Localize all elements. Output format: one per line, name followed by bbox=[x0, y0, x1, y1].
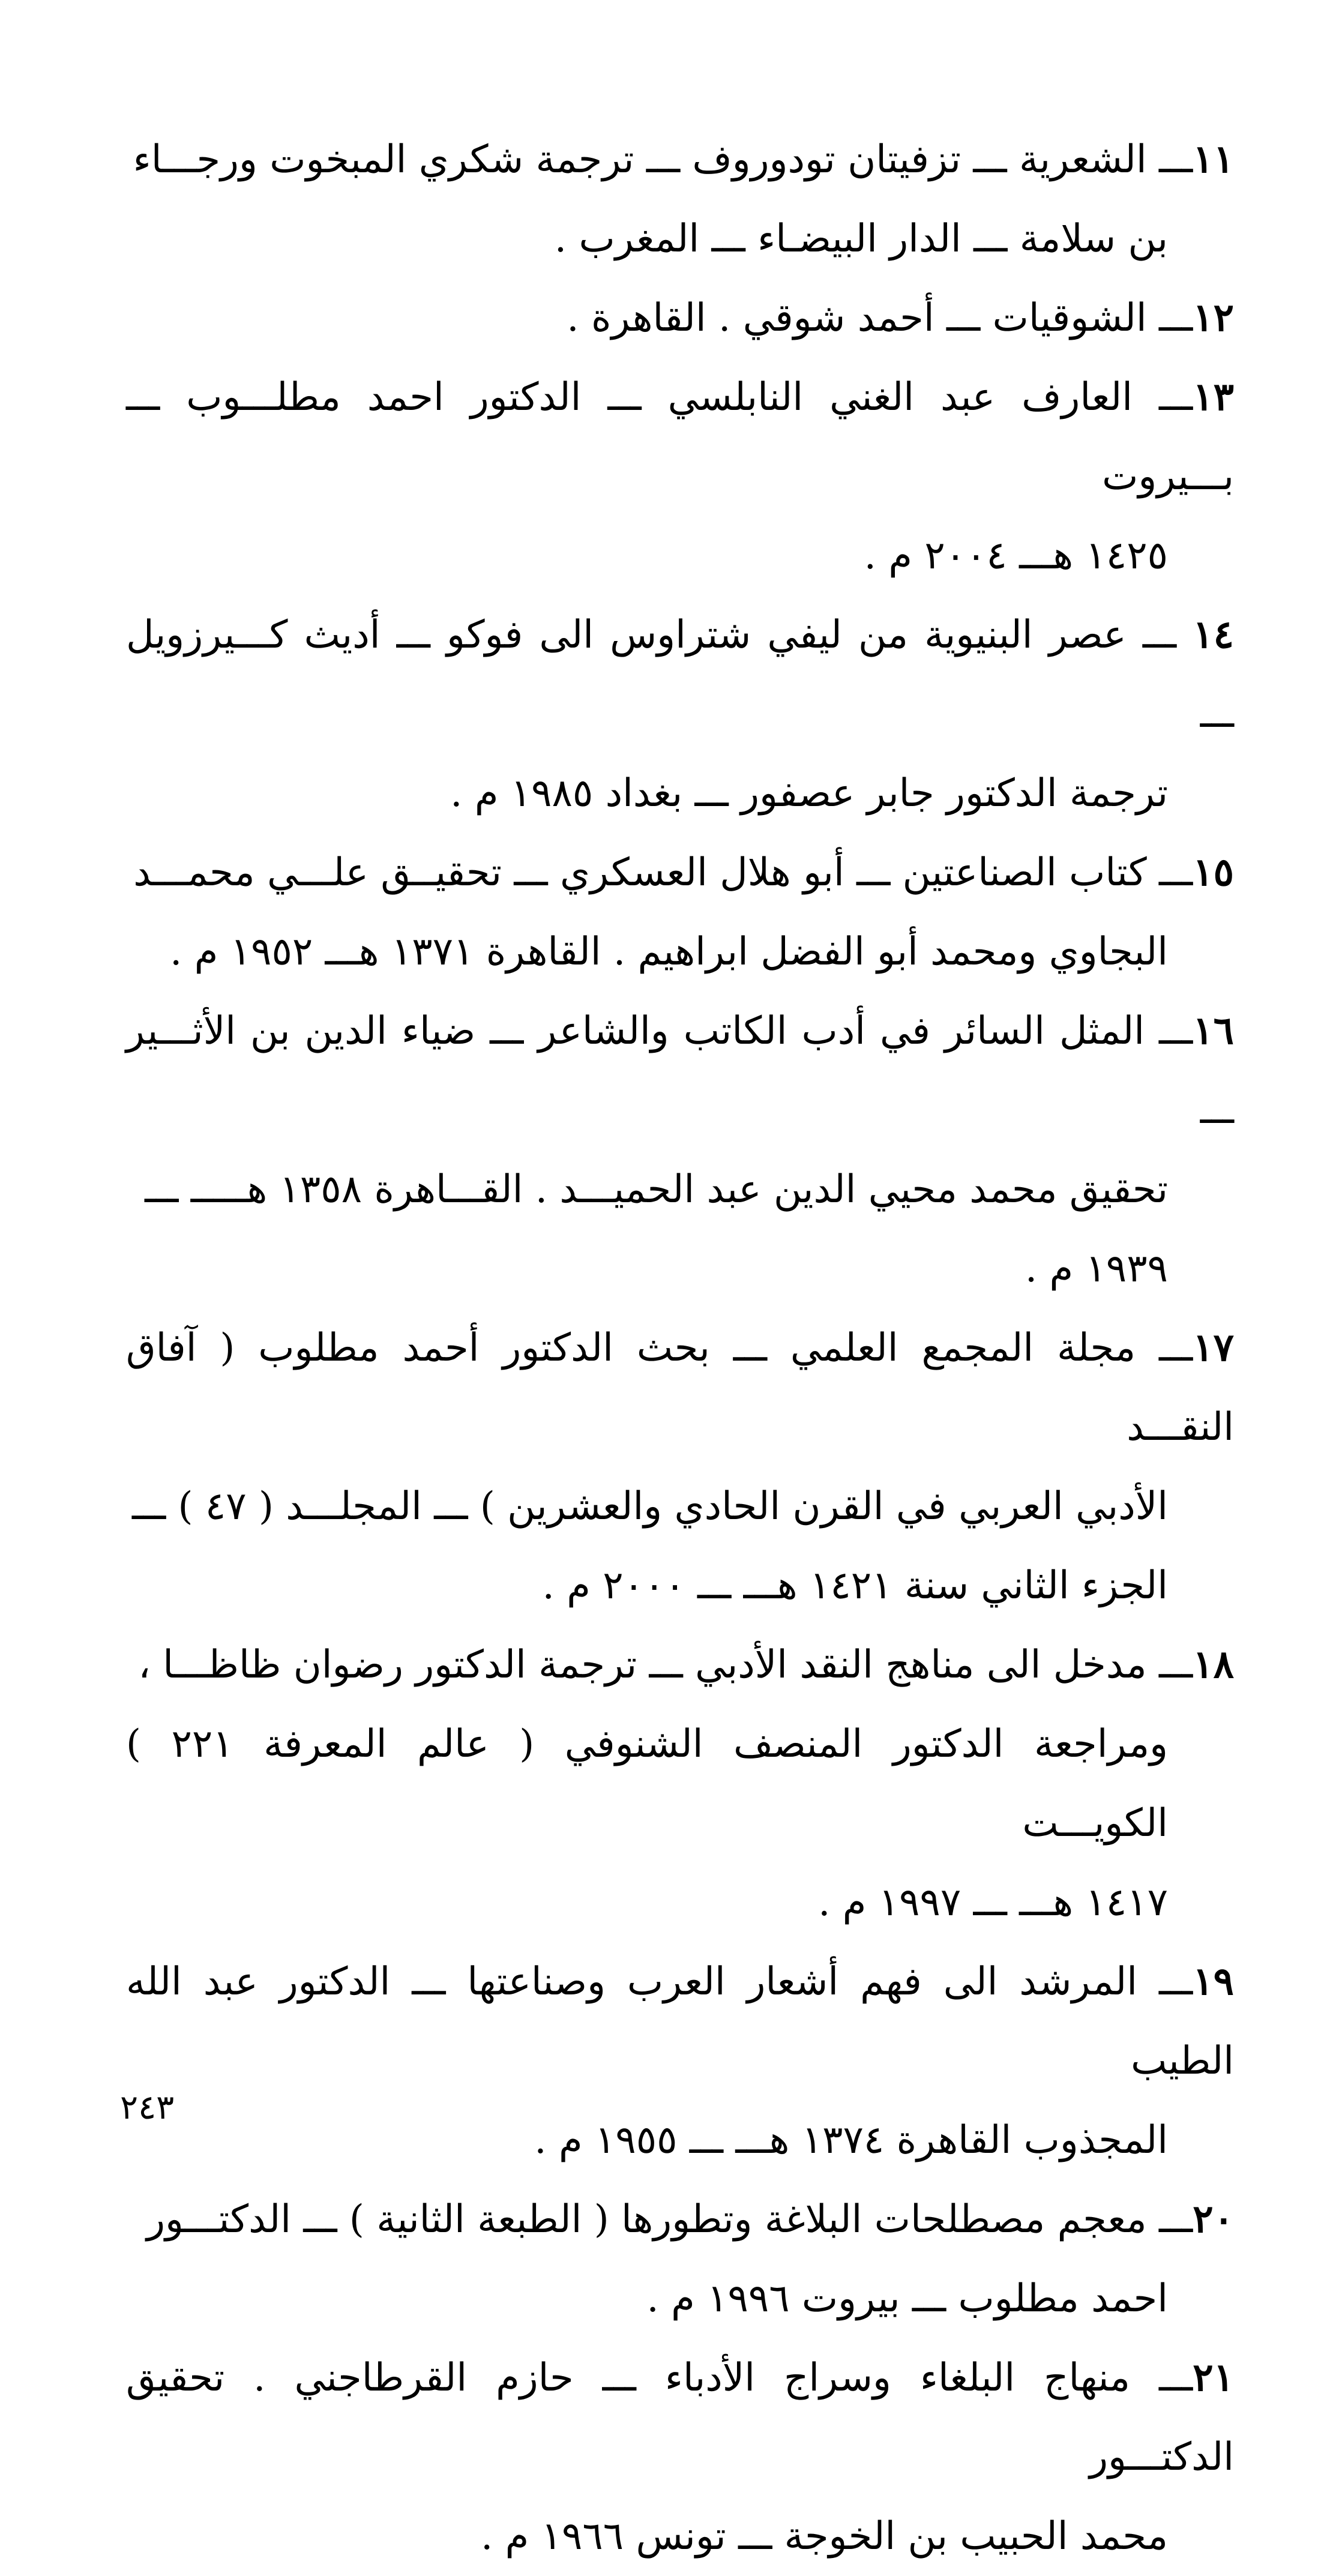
entry-text: ـــ الشوقيات ـــ أحمد شوقي . القاهرة . bbox=[567, 296, 1193, 340]
entry-text: ـــ مدخل الى مناهج النقد الأدبي ـــ ترجمة الدكتور رضوان ظاظـــا ، bbox=[138, 1643, 1193, 1687]
entry-number: ١٧ bbox=[1193, 1325, 1235, 1370]
entry-continuation: المجذوب القاهرة ١٣٧٤ هـــ ـــ ١٩٥٥ م . bbox=[534, 2118, 1168, 2162]
entry-text: ـــ الشعرية ـــ تزفيتان تودوروف ـــ ترجمة شكري المبخوت ورجـــاء bbox=[133, 137, 1193, 182]
entry-continuation: ١٤٢٥ هـــ ٢٠٠٤ م . bbox=[864, 534, 1168, 578]
entry-number: ٢٠ bbox=[1193, 2197, 1234, 2242]
reference-entry bbox=[126, 595, 1234, 754]
entry-number: ١٥ bbox=[1193, 850, 1234, 895]
entry-continuation: تحقيق محمد محيي الدين عبد الحميـــد . القـــاهرة ١٣٥٨ هـــــ ـــ bbox=[145, 1167, 1168, 1212]
reference-entry bbox=[126, 1625, 1234, 1705]
entry-number: ٢١ bbox=[1193, 2355, 1234, 2400]
reference-entry bbox=[126, 992, 1234, 1150]
reference-entry bbox=[126, 833, 1234, 912]
entry-text: ـــ العارف عبد الغني النابلسي ـــ الدكتور احمد مطلـــوب ـــ بـــيروت bbox=[126, 375, 1234, 499]
entry-continuation: الأدبي العربي في القرن الحادي والعشرين ) ـــ المجلـــد ( ٤٧ ) ـــ bbox=[131, 1484, 1168, 1529]
entry-text: ـــ المثل السائر في أدب الكاتب والشاعر ـــ ضياء الدين بن الأثـــير ـــ bbox=[126, 1009, 1234, 1133]
entry-number: ١٩ bbox=[1193, 1959, 1235, 2004]
entry-continuation: ١٤١٧ هـــ ـــ ١٩٩٧ م . bbox=[818, 1880, 1168, 1925]
entry-text: ـــ كتاب الصناعتين ـــ أبو هلال العسكري ـــ تحقيــق علـــي محمـــد bbox=[133, 850, 1193, 895]
reference-entry bbox=[126, 120, 1234, 199]
reference-entry bbox=[126, 278, 1234, 358]
entry-continuation: بن سلامة ـــ الدار البيضـاء ـــ المغرب . bbox=[554, 217, 1168, 261]
entry-continuation: ترجمة الدكتور جابر عصفور ـــ بغداد ١٩٨٥ م . bbox=[450, 771, 1168, 816]
entry-continuation: احمد مطلوب ـــ بيروت ١٩٩٦ م . bbox=[646, 2277, 1168, 2321]
entry-text: ـــ منهاج البلغاء وسراج الأدباء ـــ حازم القرطاجني . تحقيق الدكتـــور bbox=[126, 2356, 1234, 2479]
entry-number: ١٦ bbox=[1193, 1008, 1234, 1053]
entry-text: ـــ المرشد الى فهم أشعار العرب وصناعتها ـــ الدكتور عبد الله الطيب bbox=[126, 1960, 1234, 2083]
entry-number: ١٤ bbox=[1193, 612, 1235, 657]
entry-continuation: ١٩٣٩ م . bbox=[1025, 1247, 1168, 1291]
entry-number: ١٨ bbox=[1193, 1642, 1234, 1687]
entry-continuation: البجاوي ومحمد أبو الفضل ابراهيم . القاهرة ١٣٧١ هـــ ١٩٥٢ م . bbox=[170, 930, 1168, 974]
entry-number: ١٣ bbox=[1193, 375, 1235, 420]
reference-entry bbox=[126, 2338, 1234, 2497]
entry-text: ـــ معجم مصطلحات البلاغة وتطورها ( الطبعة الثانية ) ـــ الدكتـــور bbox=[146, 2197, 1193, 2242]
entry-text: ـــ مجلة المجمع العلمي ـــ بحث الدكتور أحمد مطلوب ( آفاق النقـــد bbox=[126, 1326, 1234, 1449]
reference-entry bbox=[126, 2180, 1234, 2259]
entry-continuation: الجزء الثاني سنة ١٤٢١ هـــ ـــ ٢٠٠٠ م . bbox=[542, 1563, 1168, 1608]
references-list bbox=[126, 120, 1234, 2576]
entry-continuation: ومراجعة الدكتور المنصف الشنوفي ( عالم المعرفة ٢٢١ ) الكويـــت bbox=[126, 1722, 1169, 1846]
entry-number: ١١ bbox=[1193, 137, 1234, 182]
reference-entry bbox=[126, 358, 1234, 516]
reference-entry bbox=[126, 1308, 1234, 1467]
entry-continuation: محمد الحبيب بن الخوجة ـــ تونس ١٩٦٦ م . bbox=[480, 2514, 1168, 2559]
reference-entry bbox=[126, 1942, 1234, 2101]
entry-number: ١٢ bbox=[1193, 295, 1234, 340]
entry-text: ـــ عصر البنيوية من ليفي شتراوس الى فوكو ـــ أديث كـــيرزويل ـــ bbox=[126, 613, 1234, 736]
page-number: ٢٤٣ bbox=[120, 2088, 175, 2127]
